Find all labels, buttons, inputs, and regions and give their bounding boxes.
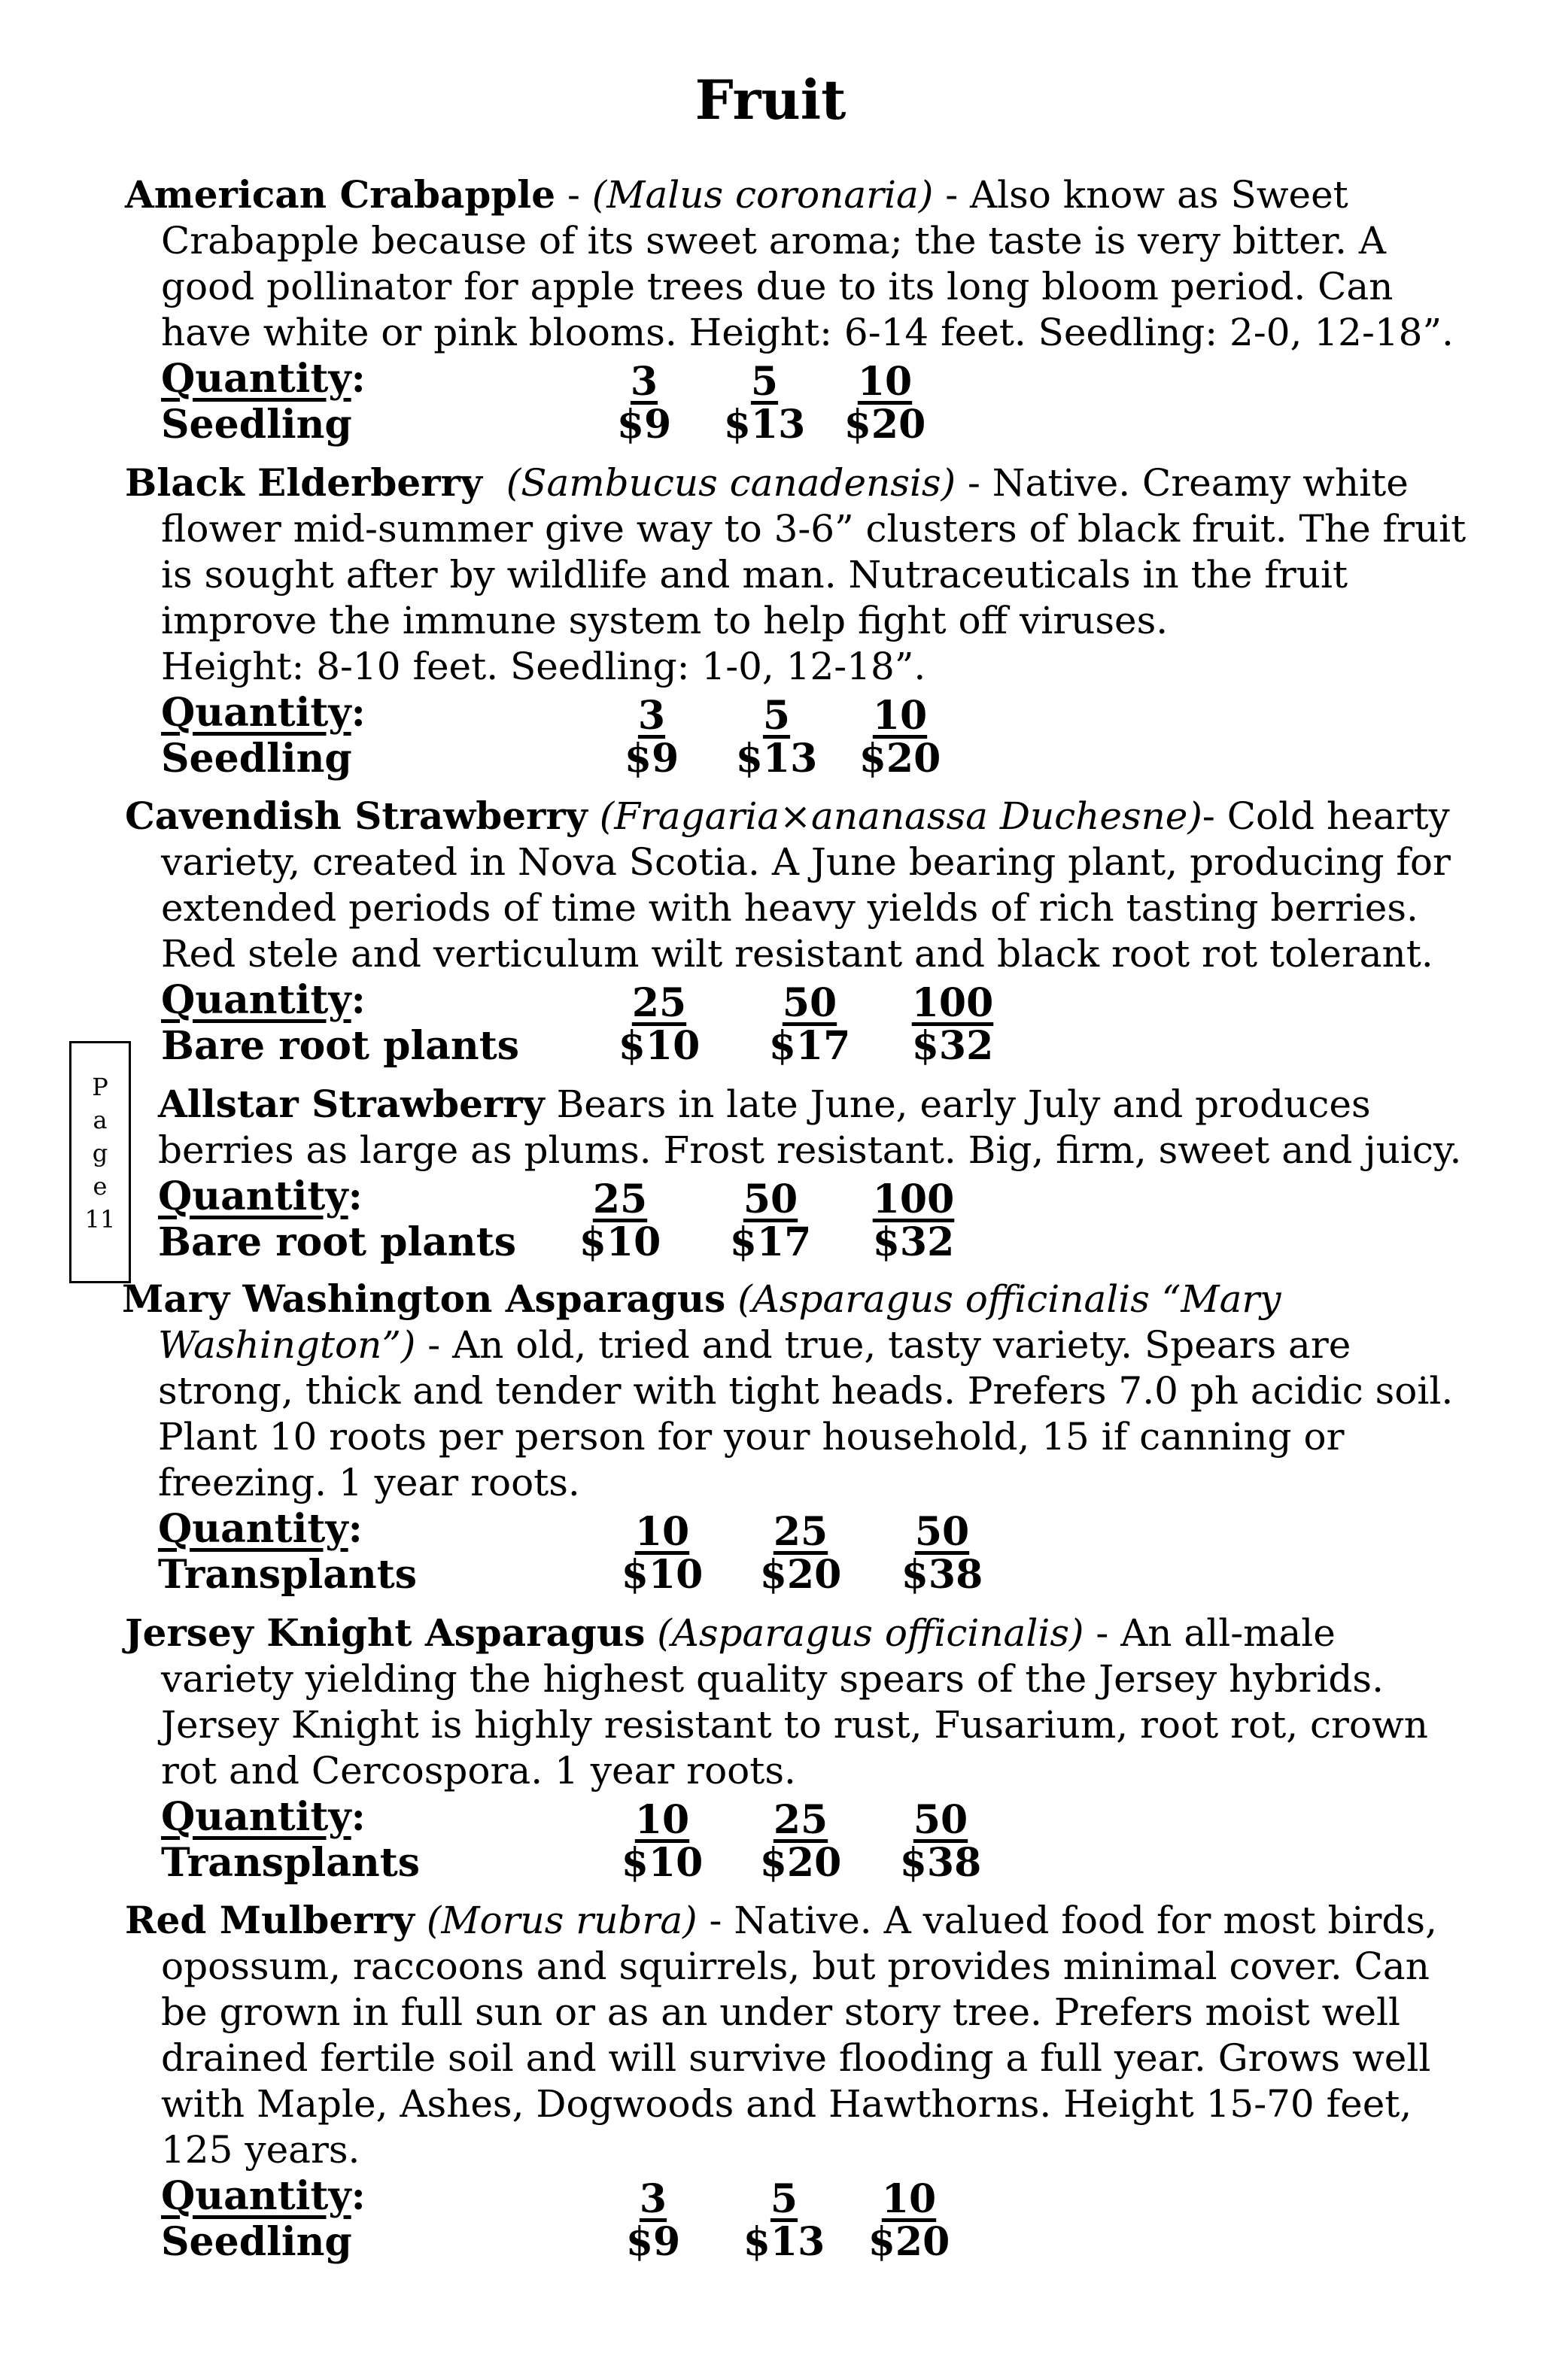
quantity-colon: : [351,690,366,736]
quantity-value: 3 [630,359,658,405]
quantity-value: 10 [881,2176,937,2222]
page-label-letter: g [92,1139,108,1167]
price-value: $17 [729,1219,812,1265]
plant-type-label: Seedling [161,2219,352,2265]
price-value: $9 [616,402,672,448]
scientific-name: (Asparagus officinalis) [657,1611,1084,1655]
quantity-value: 50 [913,1797,968,1843]
quantity-label [158,1506,363,1552]
product-description [122,1276,1476,1506]
plant-type-label: Seedling [161,402,352,448]
quantity-value: 10 [872,693,928,739]
description-text: - Native. Creamy white flower mid-summer give way to 3-6” clusters of black fruit. The fruit is sought after by wildlife and man. Nutraceuticals in the fruit improve the immune system to help fight off viruses. [161,461,1467,642]
quantity-value: 10 [634,1797,690,1843]
description-text: - Native. A valued food for most birds, opossum, raccoons and squirrels, but provides minimal cover. Can be grown in full sun or as an under story tree. Prefers moist well drained fertile soil and will survive flooding a full year. Grows well with Maple, Ashes, Dogwoods and Hawthorns. Height 15-70 feet, 125 years. [161,1899,1437,2172]
quantity-label [161,356,366,402]
price-value: $10 [579,1219,661,1265]
quantity-label-text: Quantity [161,356,351,402]
quantity-label [161,977,366,1023]
product-name: Cavendish Strawberry [125,794,588,838]
price-value: $38 [899,1840,982,1886]
price-table [125,356,1479,448]
quantity-label-text: Quantity [158,1173,348,1219]
quantity-value: 50 [782,980,837,1026]
description-text: - Also know as Sweet Crabapple because of its sweet aroma; the taste is very bitter. A good pollinator for apple trees due to its long bloom period. Can have white or pink blooms. Height: 6-14 feet. Seedling: 2-0, 12-18”. [161,173,1454,354]
description-text: - An all-male variety yielding the highest quality spears of the Jersey hybrids. Jersey Knight is highly resistant to rust, Fusarium, root rot, crown rot and Cercospora. 1 year roots. [161,1611,1429,1793]
quantity-value: 10 [857,359,913,405]
price-table [125,690,1479,782]
description-text: Bears in late June, early July and produces berries as large as plums. Frost resistant. Big, firm, sweet and juicy. [158,1082,1462,1172]
product-entry-cavendish-strawberry [125,793,1479,1069]
description-text: - An old, tried and true, tasty variety. Spears are strong, thick and tender with tight heads. Prefers 7.0 ph acidic soil. Plant 10 roots per person for your household, 15 if canning or freezing. 1 year roots. [158,1323,1454,1504]
page-label-letter: e [93,1172,108,1201]
quantity-value: 5 [770,2176,798,2222]
quantity-value: 5 [750,359,779,405]
scientific-name: (Fragaria×ananassa Duchesne) [599,794,1202,838]
separator [725,1277,737,1321]
separator [415,1899,427,1942]
quantity-label [161,2173,366,2219]
description-text-2: Height: 8-10 feet. Seedling: 1-0, 12-18”. [161,645,926,688]
page-title: Fruit [695,68,846,132]
quantity-colon: : [351,977,366,1023]
scientific-name: (Morus rubra) [426,1899,698,1942]
price-value: $32 [872,1219,955,1265]
price-value: $20 [843,402,926,448]
separator [588,794,600,838]
page-number: 11 [84,1205,116,1234]
quantity-value: 10 [634,1509,690,1555]
price-table [122,1173,1482,1265]
page-label-letter: a [93,1106,108,1134]
price-value: $38 [901,1552,983,1598]
product-description [158,1081,1482,1173]
price-value: $9 [624,736,679,782]
product-name: Black Elderberry [125,460,482,505]
price-value: $20 [759,1552,842,1598]
product-description [125,793,1479,977]
scientific-name: (Sambucus canadensis) [506,461,956,505]
quantity-label-text: Quantity [161,2173,351,2219]
quantity-colon: : [351,2173,366,2219]
scientific-name: (Malus coronaria) [591,173,934,217]
price-value: $10 [618,1023,701,1069]
quantity-label [161,1794,366,1840]
product-entry-allstar-strawberry [158,1081,1482,1265]
product-name: Jersey Knight Asparagus [125,1610,646,1655]
price-value: $20 [759,1840,842,1886]
quantity-value: 100 [872,1176,955,1222]
separator: - [555,173,592,217]
quantity-label-text: Quantity [158,1506,348,1552]
product-description [125,1610,1479,1794]
plant-type-label: Seedling [161,736,352,782]
plant-type-label: Bare root plants [158,1219,517,1265]
price-value: $13 [735,736,818,782]
quantity-value: 5 [762,693,791,739]
product-name: Red Mulberry [125,1898,415,1942]
price-table [125,1794,1479,1886]
product-name: American Crabapple [125,172,556,217]
scientific-name: (Asparagus officinalis “Mary Washington”) [158,1277,1281,1367]
description-text: - Cold hearty variety, created in Nova Scotia. A June bearing plant, producing for extended periods of time with heavy yields of rich tasting berries. Red stele and verticulum wilt resistant and black root rot tolerant. [161,794,1451,976]
product-description [125,460,1479,644]
product-description [125,1897,1479,2173]
plant-type-label: Transplants [161,1840,420,1886]
product-entry-black-elderberry [125,460,1479,782]
product-description [125,172,1479,356]
quantity-value: 50 [914,1509,970,1555]
price-value: $10 [621,1552,704,1598]
quantity-value: 25 [631,980,687,1026]
plant-type-label: Transplants [158,1552,417,1598]
product-entry-jersey-knight-asparagus [125,1610,1479,1886]
quantity-label-text: Quantity [161,1794,351,1840]
price-value: $20 [859,736,941,782]
quantity-value: 25 [773,1509,828,1555]
separator [482,461,506,505]
quantity-value: 100 [911,980,994,1026]
separator [645,1611,657,1655]
quantity-colon: : [348,1506,363,1552]
price-table [125,2173,1479,2265]
quantity-colon: : [351,1794,366,1840]
price-value: $13 [743,2219,825,2265]
quantity-colon: : [351,356,366,402]
quantity-value: 3 [637,693,666,739]
quantity-label [158,1173,363,1219]
price-table [122,1506,1476,1598]
price-value: $17 [768,1023,851,1069]
product-name: Allstar Strawberry [158,1082,545,1126]
quantity-label [161,690,366,736]
page-label-letter: P [92,1073,108,1101]
quantity-value: 25 [773,1797,828,1843]
product-entry-american-crabapple [125,172,1479,448]
price-table [125,977,1479,1069]
quantity-value: 50 [743,1176,798,1222]
quantity-label-text: Quantity [161,977,351,1023]
product-entry-red-mulberry [125,1897,1479,2265]
quantity-label-text: Quantity [161,690,351,736]
quantity-value: 25 [592,1176,648,1222]
plant-type-label: Bare root plants [161,1023,520,1069]
price-value: $13 [723,402,806,448]
price-value: $10 [621,1840,704,1886]
price-value: $9 [625,2219,681,2265]
quantity-value: 3 [639,2176,667,2222]
price-value: $32 [911,1023,994,1069]
price-value: $20 [868,2219,950,2265]
product-name: Mary Washington Asparagus [122,1277,726,1321]
product-entry-mary-washington-asparagus [122,1276,1476,1598]
quantity-colon: : [348,1173,363,1219]
